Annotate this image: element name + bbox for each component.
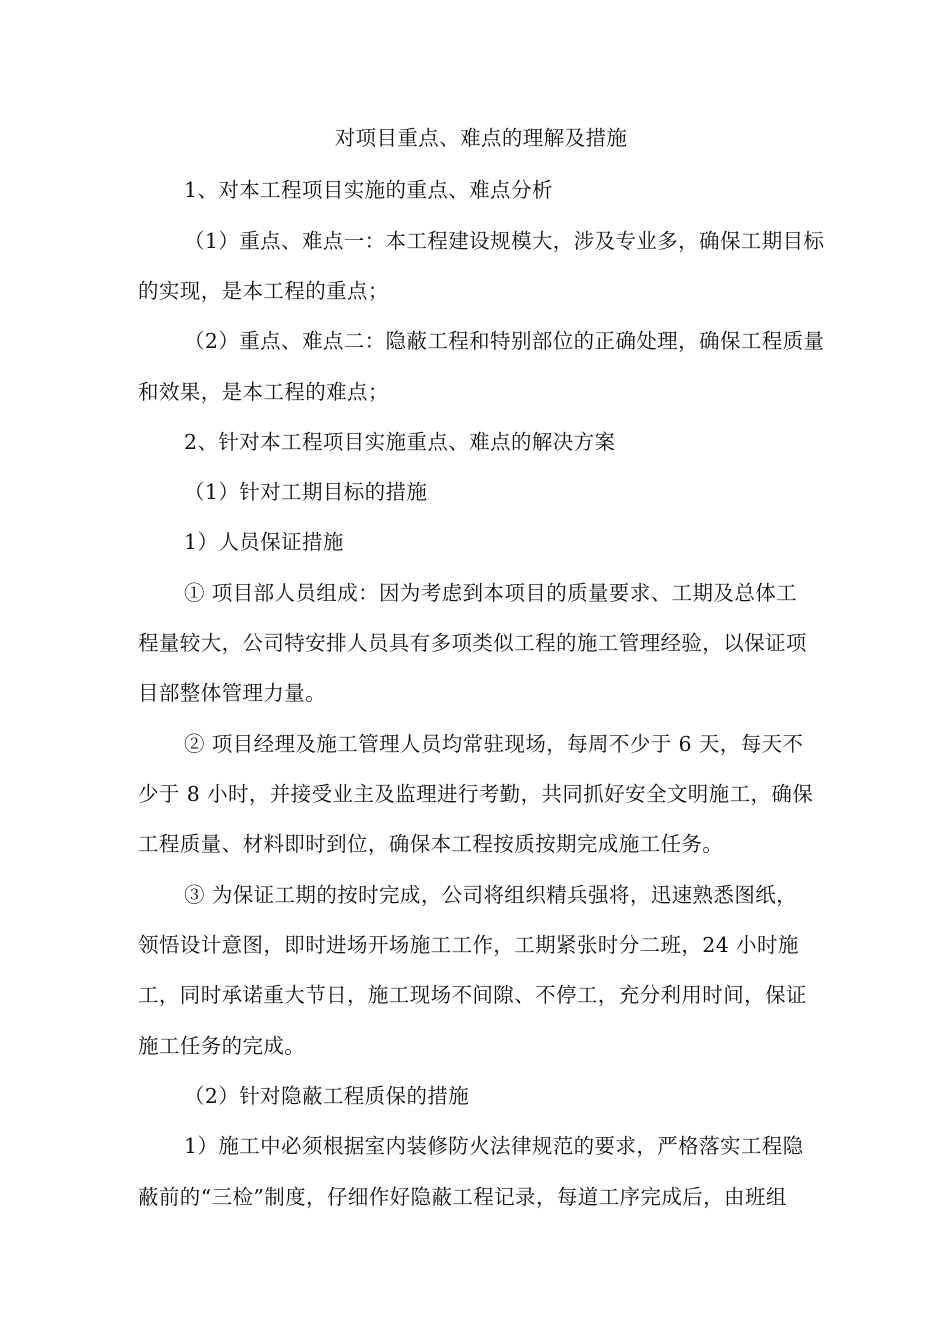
subsection-heading: （1）针对工期目标的措施 bbox=[184, 480, 428, 504]
paragraph-line: （2）重点、难点二：隐蔽工程和特别部位的正确处理，确保工程质量 bbox=[184, 329, 825, 353]
subsection-heading: （2）针对隐蔽工程质保的措施 bbox=[184, 1084, 470, 1108]
paragraph-line: ③ 为保证工期的按时完成，公司将组织精兵强将，迅速熟悉图纸， bbox=[184, 883, 798, 907]
paragraph-line: 1）施工中必须根据室内装修防火法律规范的要求，严格落实工程隐 bbox=[184, 1134, 804, 1158]
paragraph-line: 工，同时承诺重大节日，施工现场不间隙、不停工，充分利用时间，保证 bbox=[138, 983, 807, 1007]
section-heading: 2、针对本工程项目实施重点、难点的解决方案 bbox=[184, 430, 616, 454]
paragraph-line: 工程质量、材料即时到位，确保本工程按质按期完成施工任务。 bbox=[138, 832, 724, 856]
paragraph-line: （1）重点、难点一：本工程建设规模大，涉及专业多，确保工期目标 bbox=[184, 229, 825, 253]
section-heading: 1、对本工程项目实施的重点、难点分析 bbox=[184, 178, 553, 202]
paragraph-line: 程量较大，公司特安排人员具有多项类似工程的施工管理经验，以保证项 bbox=[138, 631, 807, 655]
paragraph-line: 和效果，是本工程的难点； bbox=[138, 380, 389, 404]
paragraph-line: 蔽前的“三检”制度，仔细作好隐蔽工程记录，每道工序完成后，由班组 bbox=[138, 1185, 787, 1209]
paragraph-line: ① 项目部人员组成：因为考虑到本项目的质量要求、工期及总体工 bbox=[184, 581, 798, 605]
paragraph-line: 的实现，是本工程的重点； bbox=[138, 279, 389, 303]
paragraph-line: ② 项目经理及施工管理人员均常驻现场，每周不少于 6 天，每天不 bbox=[184, 732, 804, 756]
paragraph-line: 施工任务的完成。 bbox=[138, 1034, 306, 1058]
paragraph-line: 目部整体管理力量。 bbox=[138, 681, 327, 705]
subsection-heading: 1）人员保证措施 bbox=[184, 530, 344, 554]
paragraph-line: 少于 8 小时，并接受业主及监理进行考勤，共同抓好安全文明施工，确保 bbox=[138, 782, 814, 806]
paragraph-line: 领悟设计意图，即时进场开场施工工作，工期紧张时分二班，24 小时施 bbox=[138, 933, 799, 957]
page-title: 对项目重点、难点的理解及措施 bbox=[334, 126, 628, 150]
